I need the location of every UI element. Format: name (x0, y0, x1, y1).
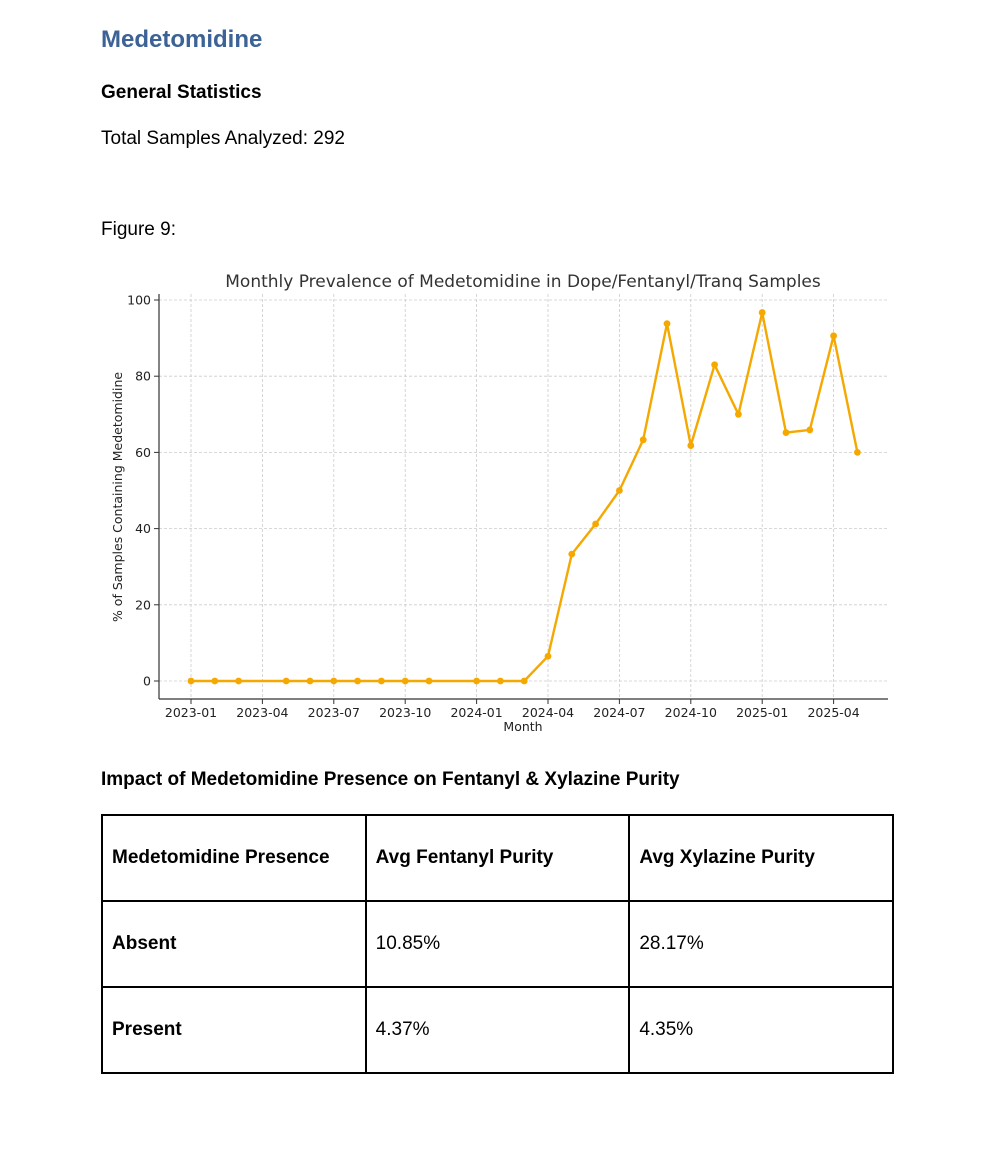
x-tick-label: 2024-04 (521, 705, 575, 720)
data-point (402, 678, 409, 685)
data-point (354, 678, 361, 685)
data-point (307, 678, 314, 685)
data-point (783, 429, 790, 436)
data-point (687, 442, 694, 449)
data-point (235, 678, 242, 685)
x-axis-ticks (165, 699, 860, 720)
data-point (711, 361, 718, 368)
chart-title: Monthly Prevalence of Medetomidine in Dope/Fentanyl/Tranq Samples (225, 272, 821, 292)
data-point (521, 678, 528, 685)
data-point (735, 411, 742, 418)
header-cell: Avg Xylazine Purity (629, 815, 893, 901)
y-tick-label: 20 (135, 597, 151, 613)
row-label: Absent (102, 901, 366, 987)
x-tick-label: 2025-01 (736, 705, 789, 720)
x-tick-label: 2024-10 (664, 705, 717, 720)
data-point (664, 320, 671, 327)
header-cell: Medetomidine Presence (102, 815, 366, 901)
y-tick-label: 60 (135, 444, 151, 460)
y-tick-label: 40 (135, 521, 151, 537)
y-tick-label: 100 (127, 292, 151, 308)
table-cell: 4.35% (629, 987, 893, 1073)
data-point (854, 449, 861, 456)
data-point (330, 678, 337, 685)
y-axis-ticks (127, 293, 159, 689)
table-heading: Impact of Medetomidine Presence on Fentanyl & Xylazine Purity (101, 769, 680, 790)
purity-table (101, 814, 894, 1074)
data-point (426, 678, 433, 685)
data-point (616, 487, 623, 494)
table-cell: 28.17% (629, 901, 893, 987)
data-point (497, 678, 504, 685)
x-tick-label: 2024-07 (593, 705, 646, 720)
figure-label: Figure 9: (101, 219, 176, 240)
data-point (759, 309, 766, 316)
x-tick-label: 2025-04 (807, 705, 860, 720)
data-point (568, 551, 575, 558)
data-point (211, 678, 218, 685)
table-row (102, 987, 893, 1073)
general-statistics-heading: General Statistics (101, 82, 262, 103)
data-point (473, 678, 480, 685)
series-line (191, 313, 857, 681)
data-point (188, 678, 195, 685)
data-point (806, 427, 813, 434)
data-point (640, 436, 647, 443)
y-tick-label: 0 (143, 673, 151, 689)
chart-axes (159, 294, 888, 699)
total-samples-text: Total Samples Analyzed: 292 (101, 128, 345, 149)
table-row (102, 901, 893, 987)
x-axis-label: Month (503, 719, 543, 734)
x-tick-label: 2023-07 (307, 705, 360, 720)
row-label: Present (102, 987, 366, 1073)
x-tick-label: 2023-10 (379, 705, 432, 720)
data-point (378, 678, 385, 685)
table-cell: 4.37% (366, 987, 630, 1073)
chart-grid (159, 294, 888, 699)
y-tick-label: 80 (135, 368, 151, 384)
table-header-row (102, 815, 893, 901)
data-point (283, 678, 290, 685)
x-tick-label: 2023-01 (164, 705, 218, 720)
x-tick-label: 2024-01 (450, 705, 503, 720)
prevalence-line-chart (100, 262, 900, 742)
y-axis-label: % of Samples Containing Medetomidine (110, 371, 125, 623)
header-cell: Avg Fentanyl Purity (366, 815, 630, 901)
data-points (188, 309, 861, 684)
data-point (830, 332, 837, 339)
page-title: Medetomidine (101, 26, 263, 53)
table-cell: 10.85% (366, 901, 630, 987)
data-point (545, 653, 552, 660)
data-point (592, 521, 599, 528)
x-tick-label: 2023-04 (236, 705, 289, 720)
